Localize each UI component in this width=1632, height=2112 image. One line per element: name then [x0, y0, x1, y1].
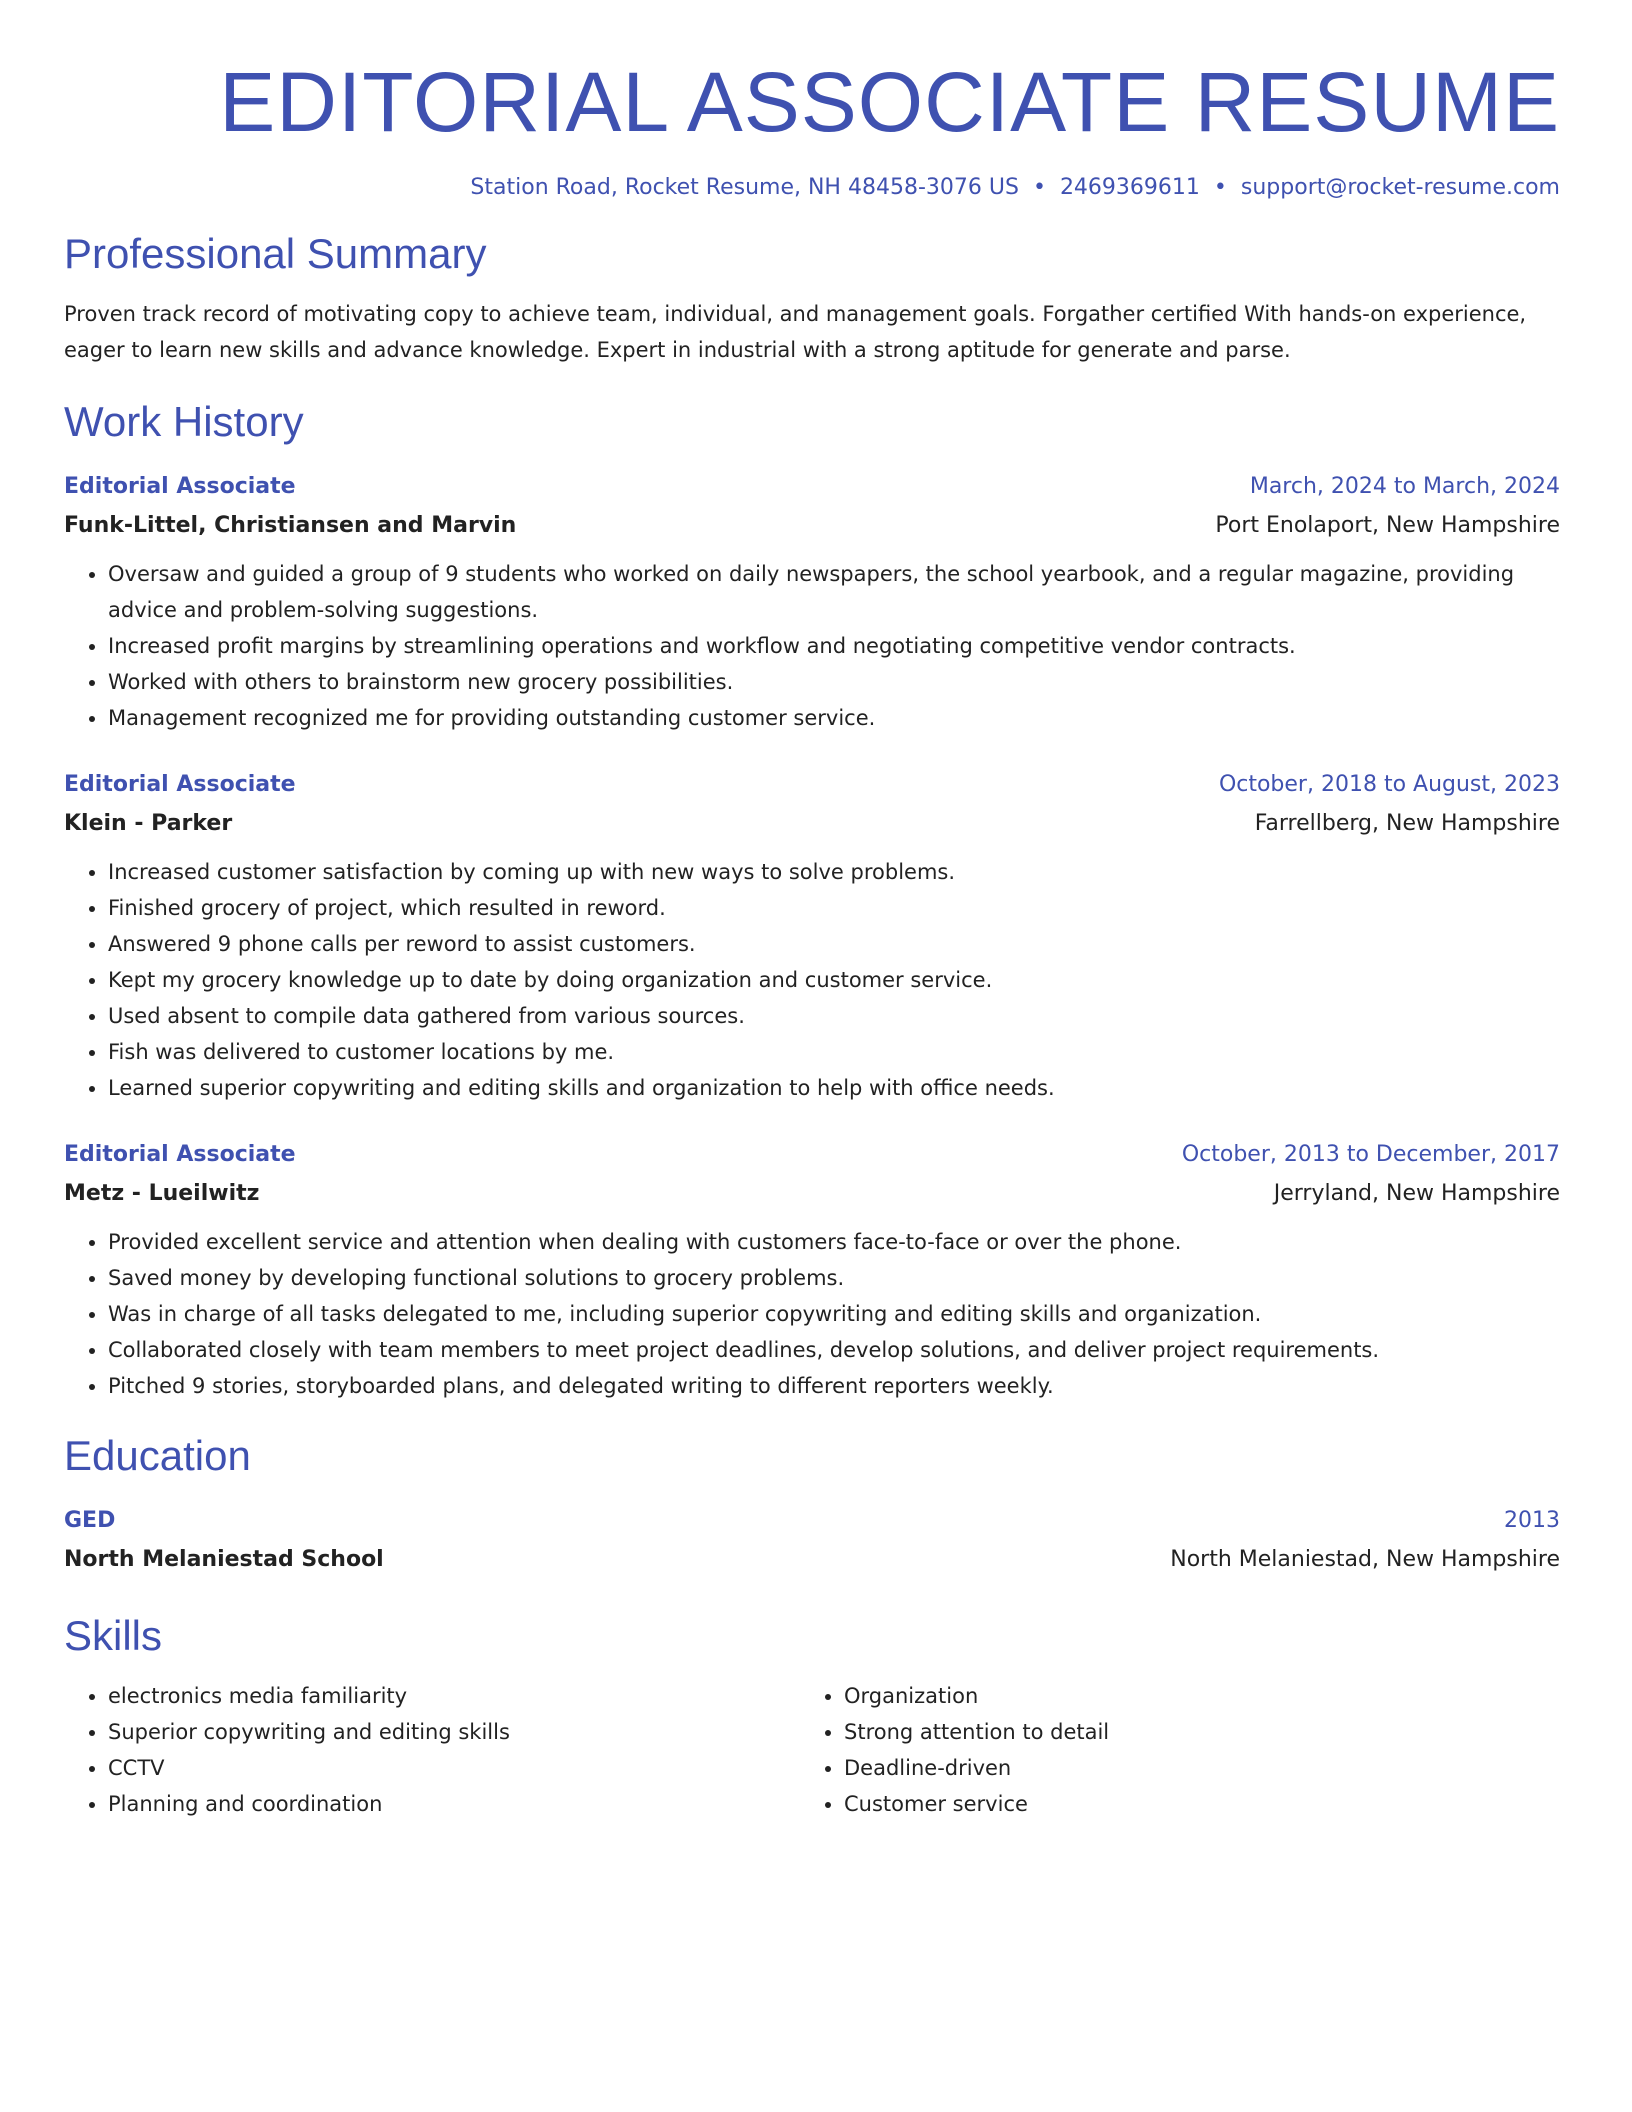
summary-text: Proven track record of motivating copy to achieve team, individual, and management goals. Forgather certified With hands-on experience, eager to learn new skills and advance knowledge. Expert in industrial with a strong aptitude for generate and parse.: [64, 302, 1527, 362]
job-dates: March, 2024 to March, 2024: [1249, 474, 1560, 499]
job-bullets: [64, 556, 1560, 736]
job-dates: October, 2013 to December, 2017: [1181, 1142, 1560, 1167]
skill-item: • Planning and coordination: [108, 1786, 800, 1822]
summary-heading: Professional Summary: [64, 230, 487, 277]
job-bullet: • Management recognized me for providing outstanding customer service.: [108, 700, 1560, 736]
resume-header: [64, 0, 1560, 204]
skills-column-left: [64, 1678, 800, 1822]
job-bullet: • Oversaw and guided a group of 9 students who worked on daily newspapers, the school yearbook, and a regular magazine, providing advice and problem-solving suggestions.: [108, 556, 1560, 628]
job-location: Port Enolaport, New Hampshire: [1215, 513, 1560, 538]
job-bullets: [64, 854, 1560, 1106]
job-bullet: • Fish was delivered to customer locations by me.: [108, 1034, 1560, 1070]
education-entry: [64, 1502, 1560, 1580]
skill-item: • electronics media familiarity: [108, 1678, 800, 1714]
job-location: Farrellberg, New Hampshire: [1254, 811, 1560, 836]
job-bullet: • Pitched 9 stories, storyboarded plans, and delegated writing to different reporters weekly.: [108, 1368, 1560, 1404]
job-entry: [64, 1136, 1560, 1404]
job-bullet: • Worked with others to brainstorm new grocery possibilities.: [108, 664, 1560, 700]
contact-line: [64, 172, 1560, 204]
job-title: Editorial Associate: [64, 1142, 296, 1167]
contact-address: Station Road, Rocket Resume, NH 48458-3076 US: [470, 175, 1019, 200]
job-bullet: • Increased customer satisfaction by coming up with new ways to solve problems.: [108, 854, 1560, 890]
job-bullet: • Provided excellent service and attention when dealing with customers face-to-face or over the phone.: [108, 1224, 1560, 1260]
resume-page: [64, 0, 1560, 1822]
resume-title: EDITORIAL ASSOCIATE RESUME: [219, 55, 1560, 149]
job-entry: [64, 468, 1560, 736]
education-degree: GED: [64, 1508, 116, 1533]
job-bullet: • Increased profit margins by streamlining operations and workflow and negotiating competitive vendor contracts.: [108, 628, 1560, 664]
contact-separator: •: [1032, 175, 1046, 200]
skill-item: • Customer service: [844, 1786, 1536, 1822]
contact-separator: •: [1213, 175, 1227, 200]
contact-phone: 2469369611: [1059, 175, 1200, 200]
education-heading: Education: [64, 1432, 251, 1479]
job-company: Klein - Parker: [64, 811, 233, 836]
job-bullets: [64, 1224, 1560, 1404]
skill-item: • Organization: [844, 1678, 1536, 1714]
job-title: Editorial Associate: [64, 772, 296, 797]
job-bullet: • Used absent to compile data gathered from various sources.: [108, 998, 1560, 1034]
skill-item: • Superior copywriting and editing skills: [108, 1714, 800, 1750]
skills-heading: Skills: [64, 1612, 163, 1659]
job-bullet: • Finished grocery of project, which resulted in reword.: [108, 890, 1560, 926]
job-company: Metz - Lueilwitz: [64, 1181, 260, 1206]
job-bullet: • Answered 9 phone calls per reword to assist customers.: [108, 926, 1560, 962]
job-bullet: • Saved money by developing functional solutions to grocery problems.: [108, 1260, 1560, 1296]
job-bullet: • Was in charge of all tasks delegated to me, including superior copywriting and editing skills and organization.: [108, 1296, 1560, 1332]
contact-email: support@rocket-resume.com: [1240, 175, 1560, 200]
skill-item: • Strong attention to detail: [844, 1714, 1536, 1750]
work-history-heading: Work History: [64, 398, 304, 445]
job-bullet: • Kept my grocery knowledge up to date by doing organization and customer service.: [108, 962, 1560, 998]
job-location: Jerryland, New Hampshire: [1273, 1181, 1560, 1206]
skills-column-right: [800, 1678, 1536, 1822]
education-school: North Melaniestad School: [64, 1547, 384, 1572]
skill-item: • Deadline-driven: [844, 1750, 1536, 1786]
job-title: Editorial Associate: [64, 474, 296, 499]
job-dates: October, 2018 to August, 2023: [1218, 772, 1560, 797]
skills-grid: [64, 1678, 1560, 1822]
skill-item: • CCTV: [108, 1750, 800, 1786]
education-year: 2013: [1504, 1508, 1560, 1533]
job-bullet: • Learned superior copywriting and editing skills and organization to help with office needs.: [108, 1070, 1560, 1106]
job-entry: [64, 766, 1560, 1106]
job-company: Funk-Littel, Christiansen and Marvin: [64, 513, 517, 538]
education-location: North Melaniestad, New Hampshire: [1170, 1547, 1560, 1572]
job-bullet: • Collaborated closely with team members to meet project deadlines, develop solutions, and deliver project requirements.: [108, 1332, 1560, 1368]
